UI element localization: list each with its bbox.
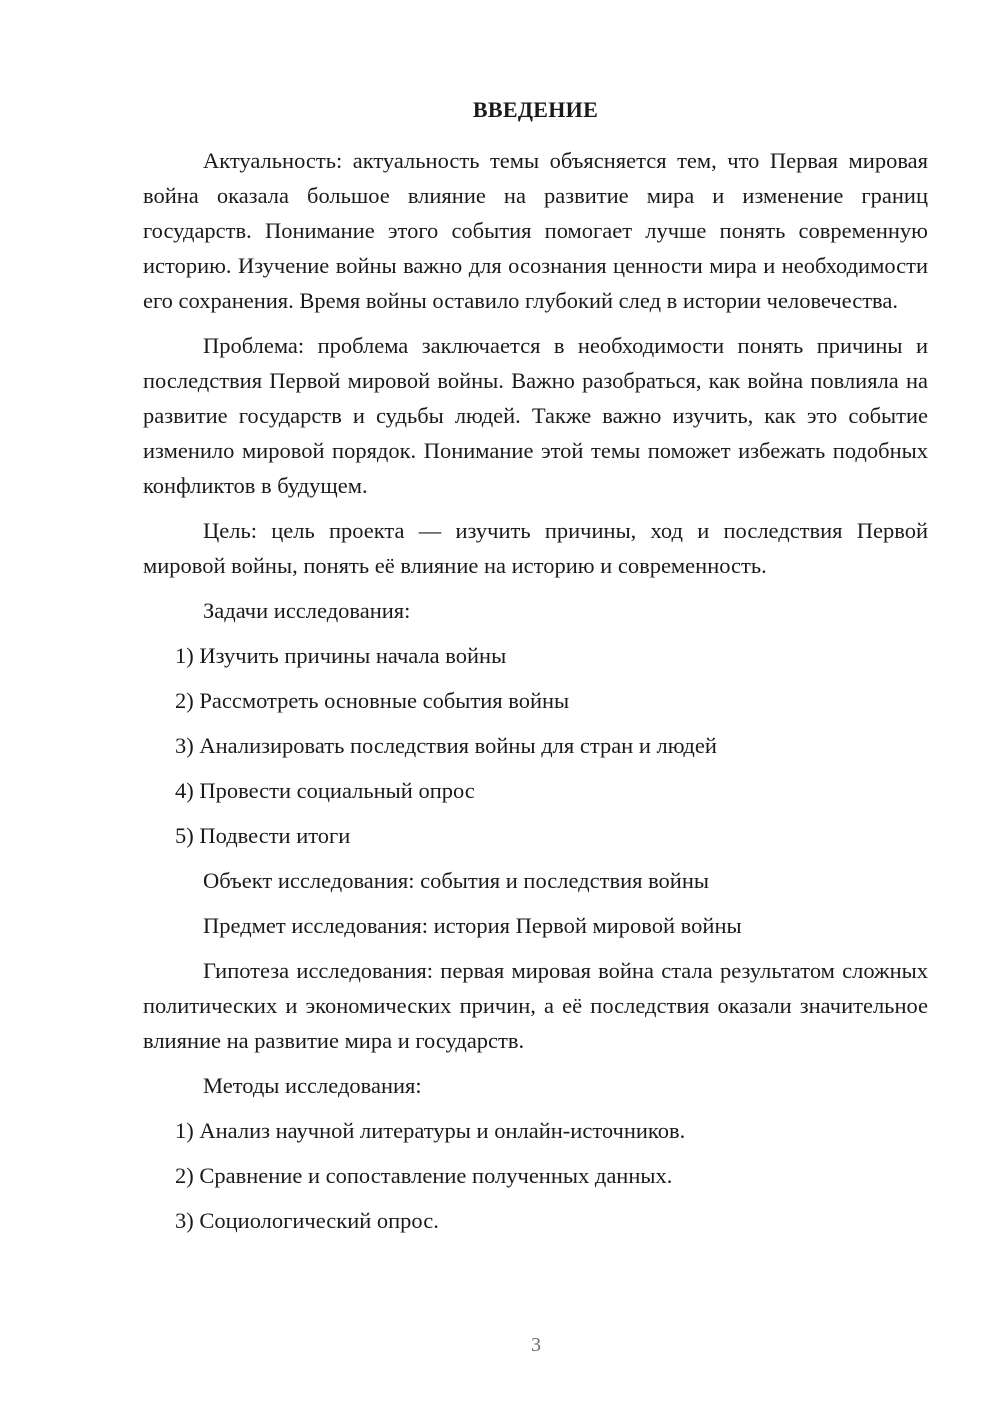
methods-title: Методы исследования: [203, 1073, 422, 1098]
list-item: 1) Изучить причины начала войны [175, 643, 507, 668]
list-item: 3) Анализировать последствия войны для стран и людей [175, 733, 717, 758]
list-item: 1) Анализ научной литературы и онлайн-источников. [175, 1118, 686, 1143]
page-number: 3 [531, 1334, 541, 1356]
list-item: 4) Провести социальный опрос [175, 778, 475, 803]
research-object: Объект исследования: события и последствия войны [203, 868, 709, 893]
research-subject: Предмет исследования: история Первой мировой войны [203, 913, 742, 938]
list-item: 3) Социологический опрос. [175, 1208, 439, 1233]
list-item: 2) Сравнение и сопоставление полученных данных. [175, 1163, 673, 1188]
paragraph-relevance: Актуальность: актуальность темы объясняется тем, что Первая мировая война оказала большое влияние на развитие мира и изменение границ государств. Понимание этого события помогает лучше понять современную историю. Изучение войны важно для осознания ценности мира и необходимости его сохранения. Время войны оставило глубокий след в истории человечества. [143, 148, 928, 313]
paragraph-hypothesis: Гипотеза исследования: первая мировая война стала результатом сложных политических и экономических причин, а её последствия оказали значительное влияние на развитие мира и государств. [143, 958, 928, 1053]
paragraph-problem: Проблема: проблема заключается в необходимости понять причины и последствия Первой мировой войны. Важно разобраться, как война повлияла на развитие государств и судьбы людей. Также важно изучить, как это событие изменило мировой порядок. Понимание этой темы поможет избежать подобных конфликтов в будущем. [143, 333, 928, 498]
list-item: 5) Подвести итоги [175, 823, 351, 848]
list-item: 2) Рассмотреть основные события войны [175, 688, 570, 713]
document-page [143, 96, 928, 1248]
paragraph-goal: Цель: цель проекта — изучить причины, ход и последствия Первой мировой войны, понять её влияние на историю и современность. [143, 518, 928, 578]
page-title: ВВЕДЕНИЕ [472, 97, 599, 122]
tasks-title: Задачи исследования: [203, 598, 411, 623]
